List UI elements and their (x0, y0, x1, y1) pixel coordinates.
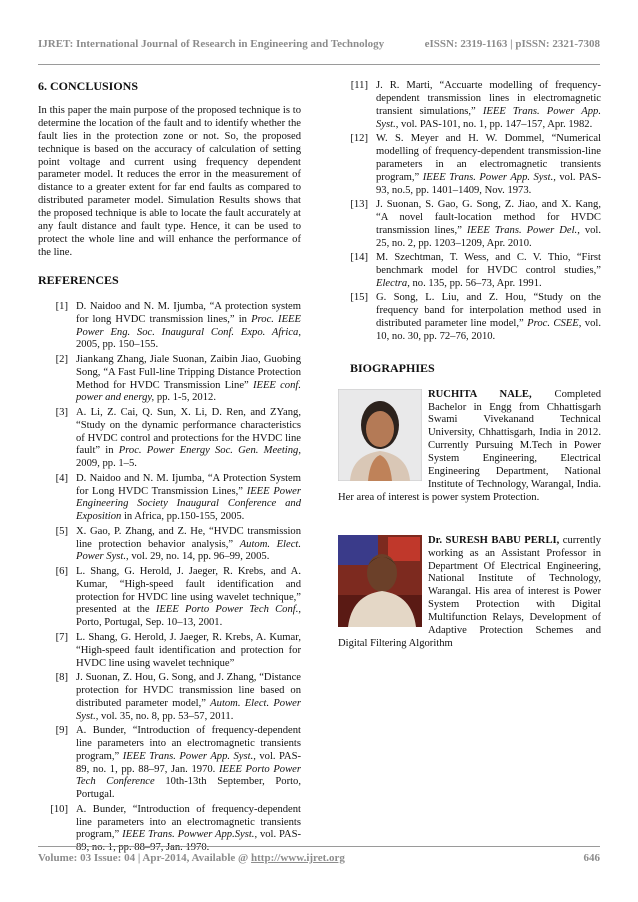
author-photo-1 (338, 389, 422, 481)
author-photo-2-image (338, 535, 422, 627)
author-bio-1: Completed Bachelor in Engg from Chhattisgarh Swami Vivekanand Technical University, Chhattisgarh, India in 2012. Currently Pursuing M.Tech in Power System Engineering, Electrical Engineering Department, National Institute of Technology, Warangal, India. Her area of interest is power system Protection. (338, 388, 601, 503)
page-header (38, 38, 600, 56)
reference-item: [14] M. Szechtman, T. Wess, and C. V. Thio, “First benchmark model for HVDC control studies,” Electra, no. 135, pp. 56–73, Apr. 1991. (350, 251, 601, 289)
author-bio-2: currently working as an Assistant Professor in Department Of Electrical Engineering, National Institute of Technology, Warangal. His area of interest is Power System Protection with Digital Multifunction Relays, Development of Adaptive Protection Schemes and Digital Filtering Algorithm (338, 534, 601, 649)
reference-item: [3] A. Li, Z. Cai, Q. Sun, X. Li, D. Ren, and ZYang, “Study on the dynamic performance characteristics of HVDC control and protections for the HVDC line fault” in Proc. Power Energy Soc. Gen. Meeting, 2009, pp. 1–5. (55, 406, 301, 470)
reference-item: [7] L. Shang, G. Herold, J. Jaeger, R. Krebs, A. Kumar, “High-speed fault identification and protection for HVDC line using wavelet technique” (55, 631, 301, 669)
header-divider (38, 64, 600, 65)
right-column (338, 80, 601, 651)
reference-item: [9] A. Bunder, “Introduction of frequency-dependent line parameters into an electromagnetic transients program,” IEEE Trans. Power App. Syst., vol. PAS-89, no. 1, pp. 88–97, Jan. 1970. IEEE Porto Power Tech Conference 10th-13th September, Porto, Portugal. (55, 724, 301, 801)
reference-item: [12] W. S. Meyer and H. W. Dommel, “Numerical modelling of frequency-dependent transmission-line parameters in an electromagnetic transients program,” IEEE Trans. Power App. Syst., vol. PAS-93, no.5, pp. 1401–1409, Nov. 1973. (350, 133, 601, 196)
reference-item: [5] X. Gao, P. Zhang, and Z. He, “HVDC transmission line protection behavior analysis,” Autom. Elect. Power Syst., vol. 29, no. 14, pp. 96–99, 2005. (55, 525, 301, 563)
journal-title: IJRET: International Journal of Research in Engineering and Technology (38, 38, 385, 50)
biography-2 (338, 535, 601, 651)
reference-item: [8] J. Suonan, Z. Hou, G. Song, and J. Zhang, “Distance protection for HVDC transmission line based on distributed parameter model,” Autom. Elect. Power Syst., vol. 35, no. 8, pp. 53–57, 2011. (55, 671, 301, 722)
conclusions-text: In this paper the main purpose of the proposed technique is to determine the location of the fault and to identify whether the fault lies in the protection zone or not. So, the proposed technique is based on the accuracy of calculation of setting point voltage and current using frequency dependent parameter model. It reduces the error in the measurement of distance to a greater extent for far end faults as compared to distributed parameter model. Simulation Results shows that the proposed technique is able to locate the fault accurately at any fault distance and fault type. Hence, it can be used to protect the whole line and will enhance the performance of the line. (38, 104, 301, 258)
footer-divider (38, 846, 600, 847)
reference-item: [10] A. Bunder, “Introduction of frequency-dependent line parameters into an electromagnetic transients program,” IEEE Trans. Powwer App.Syst., vol. PAS-89, no. 1, pp. 88–97, Jan. 1970. (50, 803, 302, 854)
author-name-1: RUCHITA NALE, (428, 388, 532, 400)
issn: eISSN: 2319-1163 | pISSN: 2321-7308 (424, 38, 600, 50)
reference-item: [1] D. Naidoo and N. M. Ijumba, “A protection system for long HVDC transmission lines,” in Proc. IEEE Power Eng. Soc. Inaugural Conf. Expo. Africa, 2005, pp. 150–155. (55, 300, 301, 351)
conclusions-heading: 6. CONCLUSIONS (38, 79, 139, 93)
author-photo-1-image (338, 389, 422, 481)
reference-item: [13] J. Suonan, S. Gao, G. Song, Z. Jiao, and X. Kang, “A novel fault-location method for HVDC transmission lines,” IEEE Trans. Power Del., vol. 25, no. 2, pp. 1203–1209, Apr. 2010. (350, 198, 602, 249)
author-photo-2 (338, 535, 422, 627)
biographies-heading: BIOGRAPHIES (350, 360, 435, 375)
references-list-left (38, 301, 301, 856)
author-name-2: Dr. SURESH BABU PERLI, (428, 534, 560, 546)
references-heading: REFERENCES (38, 272, 119, 287)
reference-item: [6] L. Shang, G. Herold, J. Jaeger, R. Krebs, and A. Kumar, “High-speed fault identification and protection for HVDC line using wavelet technique,” presented at the IEEE Porto Power Tech Conf., Porto, Portugal, Sep. 10–13, 2001. (55, 565, 302, 629)
references-list-right (338, 80, 601, 344)
biography-1 (338, 389, 601, 505)
left-column (38, 80, 301, 857)
page-number: 646 (583, 852, 600, 864)
reference-item: [4] D. Naidoo and N. M. Ijumba, “A Protection System for Long HVDC Transmission Lines,” IEEE Power Engineering Society Inaugural Conference and Exposition in Africa, pp.150-155, 2005. (55, 472, 301, 523)
reference-item: [2] Jiankang Zhang, Jiale Suonan, Zaibin Jiao, Guobing Song, “A Fast Full-line Tripping Distance Protection Method for HVDC Transmission Line” IEEE conf. power and energy, pp. 1-5, 2012. (55, 353, 301, 404)
reference-item: [15] G. Song, L. Liu, and Z. Hou, “Study on the frequency band for interpolation method used in distributed parameter line model,” Proc. CSEE, vol. 10, no. 30, pp. 72–76, 2010. (350, 292, 601, 342)
page-footer (38, 852, 600, 870)
reference-item: [11] J. R. Marti, “Accuarte modelling of frequency-dependent transmission lines in electromagnetic transient simulations,” IEEE Trans. Power App. Syst., vol. PAS-101, no. 1, pp. 147–157, Apr. 1982. (350, 80, 601, 130)
journal-link[interactable]: http://www.ijret.org (251, 852, 345, 864)
volume-info: Volume: 03 Issue: 04 | Apr-2014, Available @ http://www.ijret.org (38, 852, 345, 864)
